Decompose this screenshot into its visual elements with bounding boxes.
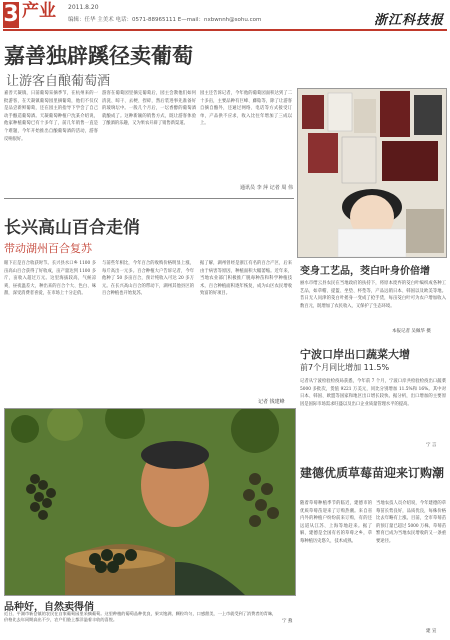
- masthead-logo: 浙江科技报: [373, 13, 444, 28]
- article2-col2: 与前些年相比，今年百合的收购价格明显上涨，每斤高出一元多。百合种植大户告诉记者，今年他种了 50 多亩百合，预计纯收入可达 20 多万元。在长兴高山百合的带动下，湖州其他县区的百合种植也开始复苏。: [102, 261, 194, 297]
- article1-col3: 园主还告诉记者，今年他的葡萄园面积达到了二十多亩，主要品种有巨峰、藤稔等，除了让游客自摘自酿外，还通过网络、电话等方式接受订单，产品供不应求，收入比往年增加了三成以上。: [200, 91, 292, 127]
- article5-col1: 随着草莓种植季节的临近，建德市的优质草莓苗迎来了订购热潮。来自省内外的种植户纷纷前来订购，有的还远道从江苏、上海等地赶来。据了解，建德是全国有名的草莓之乡，草莓种植历史悠久，技术成熟。: [300, 501, 372, 544]
- article2-title: 长兴高山百合走俏: [4, 218, 140, 238]
- article5-title: 建德优质草莓苗迎来订购潮: [300, 466, 445, 480]
- article4-body: 记者从宁波检验检疫局获悉，今年前 7 个月，宁波口岸共检验检疫出口蔬菜 5000 多批次，货值 9221 万美元，同比分别增加 11.5%和 16%。其中对日本、韩国、欧盟等国家和地区出口增长较快。据分析，出口增加的主要原因是国际市场需求旺盛以及出口企业质量管理水平的提高。: [300, 379, 446, 407]
- article1-col2: 游客在葡萄园里摘完葡萄后，园主会教他们如何清洗、晾干、去梗、捏碎，然后装进事先准备好的玻璃坛中。一般几个月后，一坛香醇的葡萄酒就酿成了。这种新颖的销售方式，既让游客体验了酿酒的乐趣，又为果农开辟了销售新渠道。: [102, 91, 196, 127]
- article4-title: 宁波口岸出口蔬菜大增: [300, 348, 410, 361]
- section-divider: [4, 198, 294, 199]
- photo-credit: 宁 燕: [282, 619, 293, 624]
- article2-byline: 记者 钱建峰: [258, 399, 285, 405]
- wine-jars-photo: [297, 88, 447, 258]
- article1-title: 嘉善独辟蹊径卖葡萄: [4, 44, 193, 68]
- article1-subtitle: 让游客自酿葡萄酒: [6, 74, 111, 89]
- grape-farmer-photo: [4, 408, 296, 596]
- article3-title: 变身工艺品，茭白叶身价倍增: [300, 266, 430, 277]
- article5-col2: 当地农技人员介绍说，今年建德的草莓苗长势良好，品质优良，每株价格比去年略有上涨。目前，全市草莓苗的预订量已超过 5000 万株，草莓苗繁育已成为当地农民增收的又一条重要途径。: [376, 501, 446, 544]
- article2-subtitle: 带动湖州百合复苏: [4, 242, 92, 255]
- article4-byline: 宁 言: [426, 443, 437, 448]
- photo-caption-text: 近日，平湖市新仓镇的农民在自家葡萄园里采摘葡萄。这里种植的葡萄品种优良，果实饱满，颗粒均匀，口感甜美，一上市就受到了消费者的青睐，价格比去年同期高出不少，农户们脸上都洋溢着丰收的喜悦。: [4, 611, 277, 622]
- article5-byline: 建 宣: [426, 629, 437, 634]
- article4-subtitle: 前7个月同比增加 11.5%: [300, 363, 390, 372]
- header-rule: [3, 29, 447, 31]
- article2-col3: 据了解，湖州曾经是浙江有名的百合产区，后来由于病害等原因，种植面积大幅萎缩。近年来，当地农业部门积极推广脱毒种苗和科学种植技术，百合种植面积逐年恢复，成为山区农民增收致富的好项目。: [200, 261, 292, 297]
- article1-byline: 通讯员 李 萍 记者 周 伟: [240, 185, 293, 191]
- article3-byline: 本报记者 吴佩华 摄: [392, 329, 431, 334]
- page-number: 3: [3, 2, 19, 27]
- article1-col1: 嘉善天凝镇，日前葡萄采摘季节，在杭州来的一批游客，在天凝镇葡萄园里摘葡萄，他们不仅仅是品尝新鲜葡萄，还在园主的指导下学会了自己动手酿造葡萄酒。天凝葡萄种植户沈某介绍说，他家种植葡萄已有十多年了，前几年销售一直是个难题，今年开始推出自酿葡萄酒的活动，游客反响很好。: [4, 91, 98, 142]
- issue-date: 2011.8.20: [68, 4, 99, 11]
- article2-col1: 眼下正是百合收获时节。长兴县水口乡 1100 多亩高山百合获得了好收成，亩产量达到 1100 多斤，亩收入超过万元。这里海拔较高，气候凉爽，昼夜温差大，种出来的百合个大、色白、味甜，深受消费者喜爱，在市场上十分走俏。: [4, 261, 96, 297]
- section-title: 产业: [22, 1, 56, 21]
- editor-info: 编辑：任华 主美术 电话：0571-88965111 E—mail：nxbwnnh@sohu.com: [68, 17, 262, 23]
- photo-caption-title: 品种好，自然卖得俏: [4, 602, 94, 613]
- article3-body: 丽水市缙云县农民在当地政府的扶持下，将原本废弃的茭白叶编织成各种工艺品，如草帽、提篮、坐垫、杯垫等，产品远销日本、韩国以及欧美等地。昔日无人问津的茭白叶摇身一变成了抢手货，每亩茭白叶可为农户增加收入数百元，既增加了农民收入，又保护了生态环境。: [300, 281, 446, 309]
